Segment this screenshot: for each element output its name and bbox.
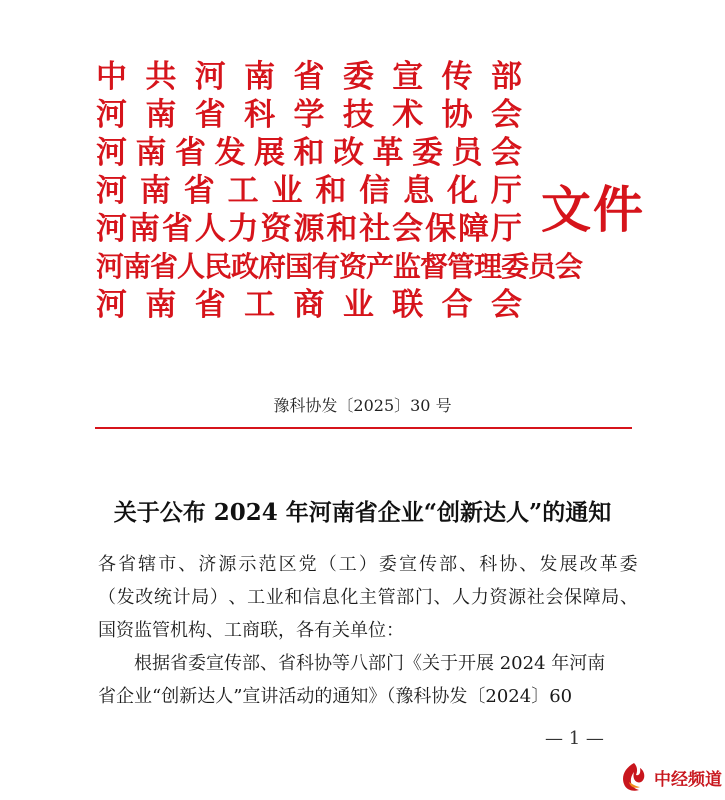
red-letterhead	[96, 58, 645, 338]
body-line: 各 省 辖 市 、 济 源 示 范 区 党 （ 工 ） 委 宣 传 部 、 科 协 、 发 展 改 革 委	[98, 554, 638, 575]
agency-name: 河 南 省 发 展 和 改 革 委 员 会	[96, 135, 522, 171]
agency-name: 中 共 河 南 省 委 宣 传 部	[96, 59, 522, 95]
notice-body	[98, 548, 638, 713]
agency-name: 河 南 省 工 商 业 联 合 会	[96, 287, 522, 323]
body-line: （ 发 改 统 计 局 ） 、 工 业 和 信 息 化 主 管 部 门 、 人 力 资 源 社 会 保 障 局 、	[98, 587, 638, 608]
body-line: 国资监管机构、工商联，各有关单位：	[98, 620, 404, 641]
flame-logo-icon	[617, 760, 651, 794]
agency-name: 河 南 省 科 学 技 术 协 会	[96, 97, 522, 133]
notice-title: 关于公布 2024 年河南省企业“创新达人”的通知	[113, 499, 612, 526]
page-number: — 1 —	[545, 728, 604, 749]
document-suffix: 文件	[541, 180, 645, 239]
body-line: 省企业“创新达人”宣讲活动的通知》（豫科协发〔2024〕60	[98, 686, 573, 707]
watermark-text: 中经频道	[654, 769, 722, 790]
agency-name: 河 南 省 人 力 资 源 和 社 会 保 障 厅	[96, 211, 522, 247]
red-divider	[95, 427, 632, 429]
body-line: 根据省委宣传部、省科协等八部门《关于开展 2024 年河南	[98, 653, 606, 674]
issuing-agencies	[96, 58, 583, 324]
document-number: 豫科协发〔2025〕30 号	[273, 396, 452, 415]
watermark	[617, 760, 722, 794]
agency-name: 河 南 省 工 业 和 信 息 化 厅	[96, 173, 522, 209]
agency-name: 河南省人民政府国有资产监督管理委员会	[96, 250, 583, 283]
